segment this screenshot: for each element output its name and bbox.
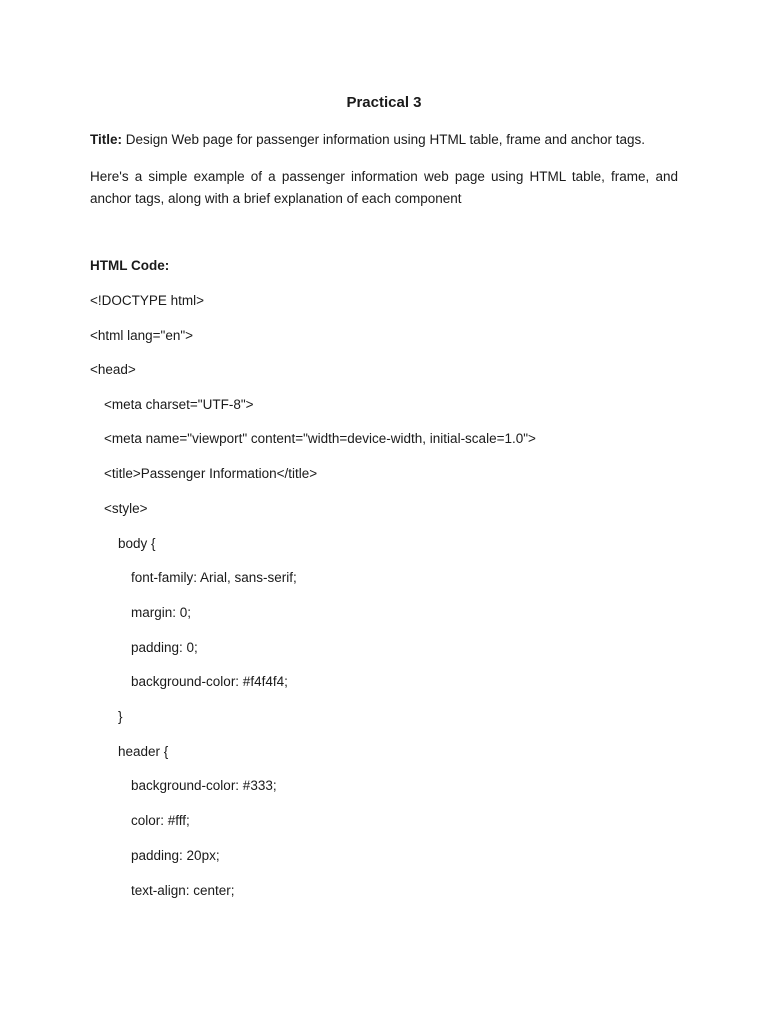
- code-line: body {: [118, 536, 156, 551]
- code-line: <!DOCTYPE html>: [90, 293, 205, 308]
- code-label: HTML Code:: [90, 258, 170, 273]
- page-heading: Practical 3: [346, 94, 422, 111]
- code-line: color: #fff;: [131, 813, 190, 828]
- code-line: <meta name="viewport" content="width=device-width, initial-scale=1.0">: [104, 431, 536, 446]
- title-label: Title:: [90, 132, 123, 147]
- code-line: <meta charset="UTF-8">: [104, 397, 254, 412]
- code-line: <html lang="en">: [90, 328, 194, 343]
- code-line: header {: [118, 744, 169, 759]
- intro-paragraph: Here's a simple example of a passenger information web page using HTML table, frame, and anchor tags, along with a brief explanation of each component: [90, 169, 678, 206]
- code-line: <head>: [90, 362, 136, 377]
- code-line: padding: 0;: [131, 640, 198, 655]
- code-line: <title>Passenger Information</title>: [104, 466, 318, 481]
- title-line: [90, 132, 680, 147]
- code-line: <style>: [104, 501, 148, 516]
- code-line: background-color: #f4f4f4;: [131, 674, 288, 689]
- code-line: padding: 20px;: [131, 848, 220, 863]
- code-line: font-family: Arial, sans-serif;: [131, 570, 297, 585]
- code-line: margin: 0;: [131, 605, 192, 620]
- code-line: }: [118, 709, 123, 724]
- title-text: Design Web page for passenger information using HTML table, frame and anchor tags.: [122, 132, 646, 147]
- code-line: text-align: center;: [131, 883, 235, 898]
- code-line: background-color: #333;: [131, 778, 277, 793]
